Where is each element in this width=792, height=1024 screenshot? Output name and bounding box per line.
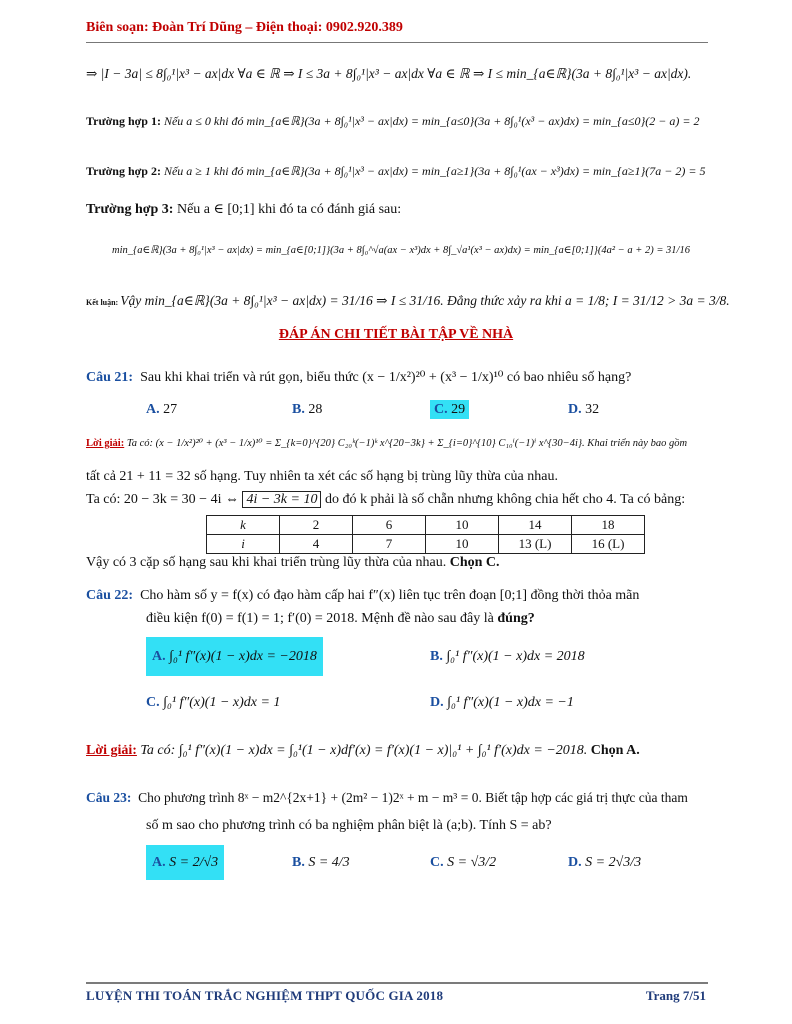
q21-choose: Chọn C.: [449, 555, 500, 570]
case-2-text: Nếu a ≥ 1 khi đó min_{a∈ℝ}(3a + 8∫₀¹|x³ − ax|dx) = min_{a≥1}(3a + 8∫₀¹(ax − x³)dx) = min_{a≥1}(7a − 2) = 5: [163, 164, 706, 178]
q22-option-a[interactable]: A. ∫₀¹ f″(x)(1 − x)dx = −2018: [146, 646, 323, 668]
q21-label: Câu 21:: [86, 370, 134, 385]
q23-question-1: Câu 23: Cho phương trình 8ˣ − m2^{2x+1} + (2m² − 1)2ˣ + m − m³ = 0. Biết tập hợp các giá trị thực của tham: [86, 790, 688, 805]
q21-solution-text-1: Ta có: (x − 1/x²)²⁰ + (x³ − 1/x)¹⁰ = Σ_{k=0}^{20} C₂₀ᵏ(−1)ᵏ x^{20−3k} + Σ_{i=0}^{10} C₁₀ⁱ(−1)ⁱ x^{30−4i}. Khai triển này bao gồm: [126, 438, 688, 449]
q22-solution-label: Lời giải:: [86, 743, 137, 758]
section-title: ĐÁP ÁN CHI TIẾT BÀI TẬP VỀ NHÀ: [278, 327, 514, 342]
q22-option-b[interactable]: B. ∫₀¹ f″(x)(1 − x)dx = 2018: [430, 649, 585, 664]
q21-option-c[interactable]: C. 29: [430, 399, 469, 421]
header-author: Biên soạn: Đoàn Trí Dũng – Điện thoại: 0902.920.389: [86, 20, 403, 35]
q21-question: [86, 367, 708, 389]
case-3-formula: min_{a∈ℝ}(3a + 8∫₀¹|x³ − ax|dx) = min_{a∈[0;1]}(3a + 8∫₀^√a(ax − x³)dx + 8∫_√a¹(x³ − ax)dx) = min_{a∈[0;1]}(4a² − a + 2) = 31/16: [112, 245, 690, 256]
q21-solution-1: [86, 433, 708, 455]
table-row: k 2 6 10 14 18: [207, 516, 645, 535]
intro-line: ⇒ |I − 3a| ≤ 8∫₀¹|x³ − ax|dx ∀a ∈ ℝ ⇒ I ≤ 3a + 8∫₀¹|x³ − ax|dx ∀a ∈ ℝ ⇒ I ≤ min_{a∈ℝ}(3a + 8∫₀¹|x³ − ax|dx).: [86, 66, 692, 81]
q21-option-a[interactable]: A. 27: [146, 402, 178, 417]
header-rule: [86, 42, 708, 43]
case-3: [86, 199, 708, 221]
q21-option-d[interactable]: D. 32: [568, 402, 600, 417]
case-1-label: Trường hợp 1:: [86, 114, 161, 128]
q21-solution-label: Lời giải:: [86, 438, 125, 449]
q23-question-2: số m sao cho phương trình có ba nghiệm phân biệt là (a;b). Tính S = ab?: [146, 818, 552, 833]
q21-solution-2: tất cả 21 + 11 = 32 số hạng. Tuy nhiên ta xét các số hạng bị trùng lũy thừa của nhau.: [86, 469, 558, 484]
q21-option-b[interactable]: B. 28: [292, 402, 323, 417]
case-2: [86, 160, 708, 182]
q22-option-d[interactable]: D. ∫₀¹ f″(x)(1 − x)dx = −1: [430, 695, 574, 710]
q23-label: Câu 23:: [86, 790, 132, 805]
conclusion-label: Kết luận:: [86, 298, 119, 307]
q21-solution-4: Vậy có 3 cặp số hạng sau khi khai triển trùng lũy thừa của nhau. Chọn C.: [86, 555, 500, 570]
footer-title: LUYỆN THI TOÁN TRẮC NGHIỆM THPT QUỐC GIA 2018: [86, 988, 444, 1003]
q21-solution-3: Ta có: 20 − 3k = 30 − 4i ⇔ 4i − 3k = 10 do đó k phải là số chẵn nhưng không chia hết cho 4. Ta có bảng:: [86, 492, 686, 507]
q22-choose: Chọn A.: [590, 743, 640, 758]
q23-option-a[interactable]: A. S = 2/√3: [146, 852, 224, 874]
q22-solution: Lời giải: Ta có: ∫₀¹ f″(x)(1 − x)dx = ∫₀¹(1 − x)df′(x) = f′(x)(1 − x)|₀¹ + ∫₀¹ f′(x)dx = −2018. Chọn A.: [86, 743, 640, 758]
case-3-label: Trường hợp 3:: [86, 202, 174, 217]
q22-question-2: điều kiện f(0) = f(1) = 1; f′(0) = 2018. Mệnh đề nào sau đây là đúng?: [146, 611, 535, 626]
q21-boxed-equation: 4i − 3k = 10: [242, 491, 321, 508]
q23-option-d[interactable]: D. S = 2√3/3: [568, 855, 642, 870]
q22-option-c[interactable]: C. ∫₀¹ f″(x)(1 − x)dx = 1: [146, 695, 281, 710]
page-number: Trang 7/51: [645, 988, 706, 1003]
q23-option-b[interactable]: B. S = 4/3: [292, 855, 350, 870]
q22-label: Câu 22:: [86, 588, 134, 603]
case-3-text: Nếu a ∈ [0;1] khi đó ta có đánh giá sau:: [176, 202, 402, 217]
q23-option-c[interactable]: C. S = √3/2: [430, 855, 497, 870]
q21-text: Sau khi khai triển và rút gọn, biểu thức (x − 1/x²)²⁰ + (x³ − 1/x)¹⁰ có bao nhiêu số hạng?: [140, 370, 632, 385]
q21-table: [206, 515, 645, 554]
conclusion: [86, 290, 730, 314]
conclusion-text: Vậy min_{a∈ℝ}(3a + 8∫₀¹|x³ − ax|dx) = 31/16 ⇒ I ≤ 31/16. Đẳng thức xảy ra khi a = 1/8; I = 31/12 > 3a = 3/8.: [120, 293, 730, 308]
footer-rule: [86, 982, 708, 984]
case-2-label: Trường hợp 2:: [86, 164, 161, 178]
case-1: [86, 110, 708, 132]
table-row: i 4 7 10 13 (L) 16 (L): [207, 535, 645, 554]
q22-question-1: Câu 22: Cho hàm số y = f(x) có đạo hàm cấp hai f″(x) liên tục trên đoạn [0;1] đồng thời thỏa mãn: [86, 588, 640, 603]
case-1-text: Nếu a ≤ 0 khi đó min_{a∈ℝ}(3a + 8∫₀¹|x³ − ax|dx) = min_{a≤0}(3a + 8∫₀¹(x³ − ax)dx) = min_{a≤0}(2 − a) = 2: [163, 114, 700, 128]
